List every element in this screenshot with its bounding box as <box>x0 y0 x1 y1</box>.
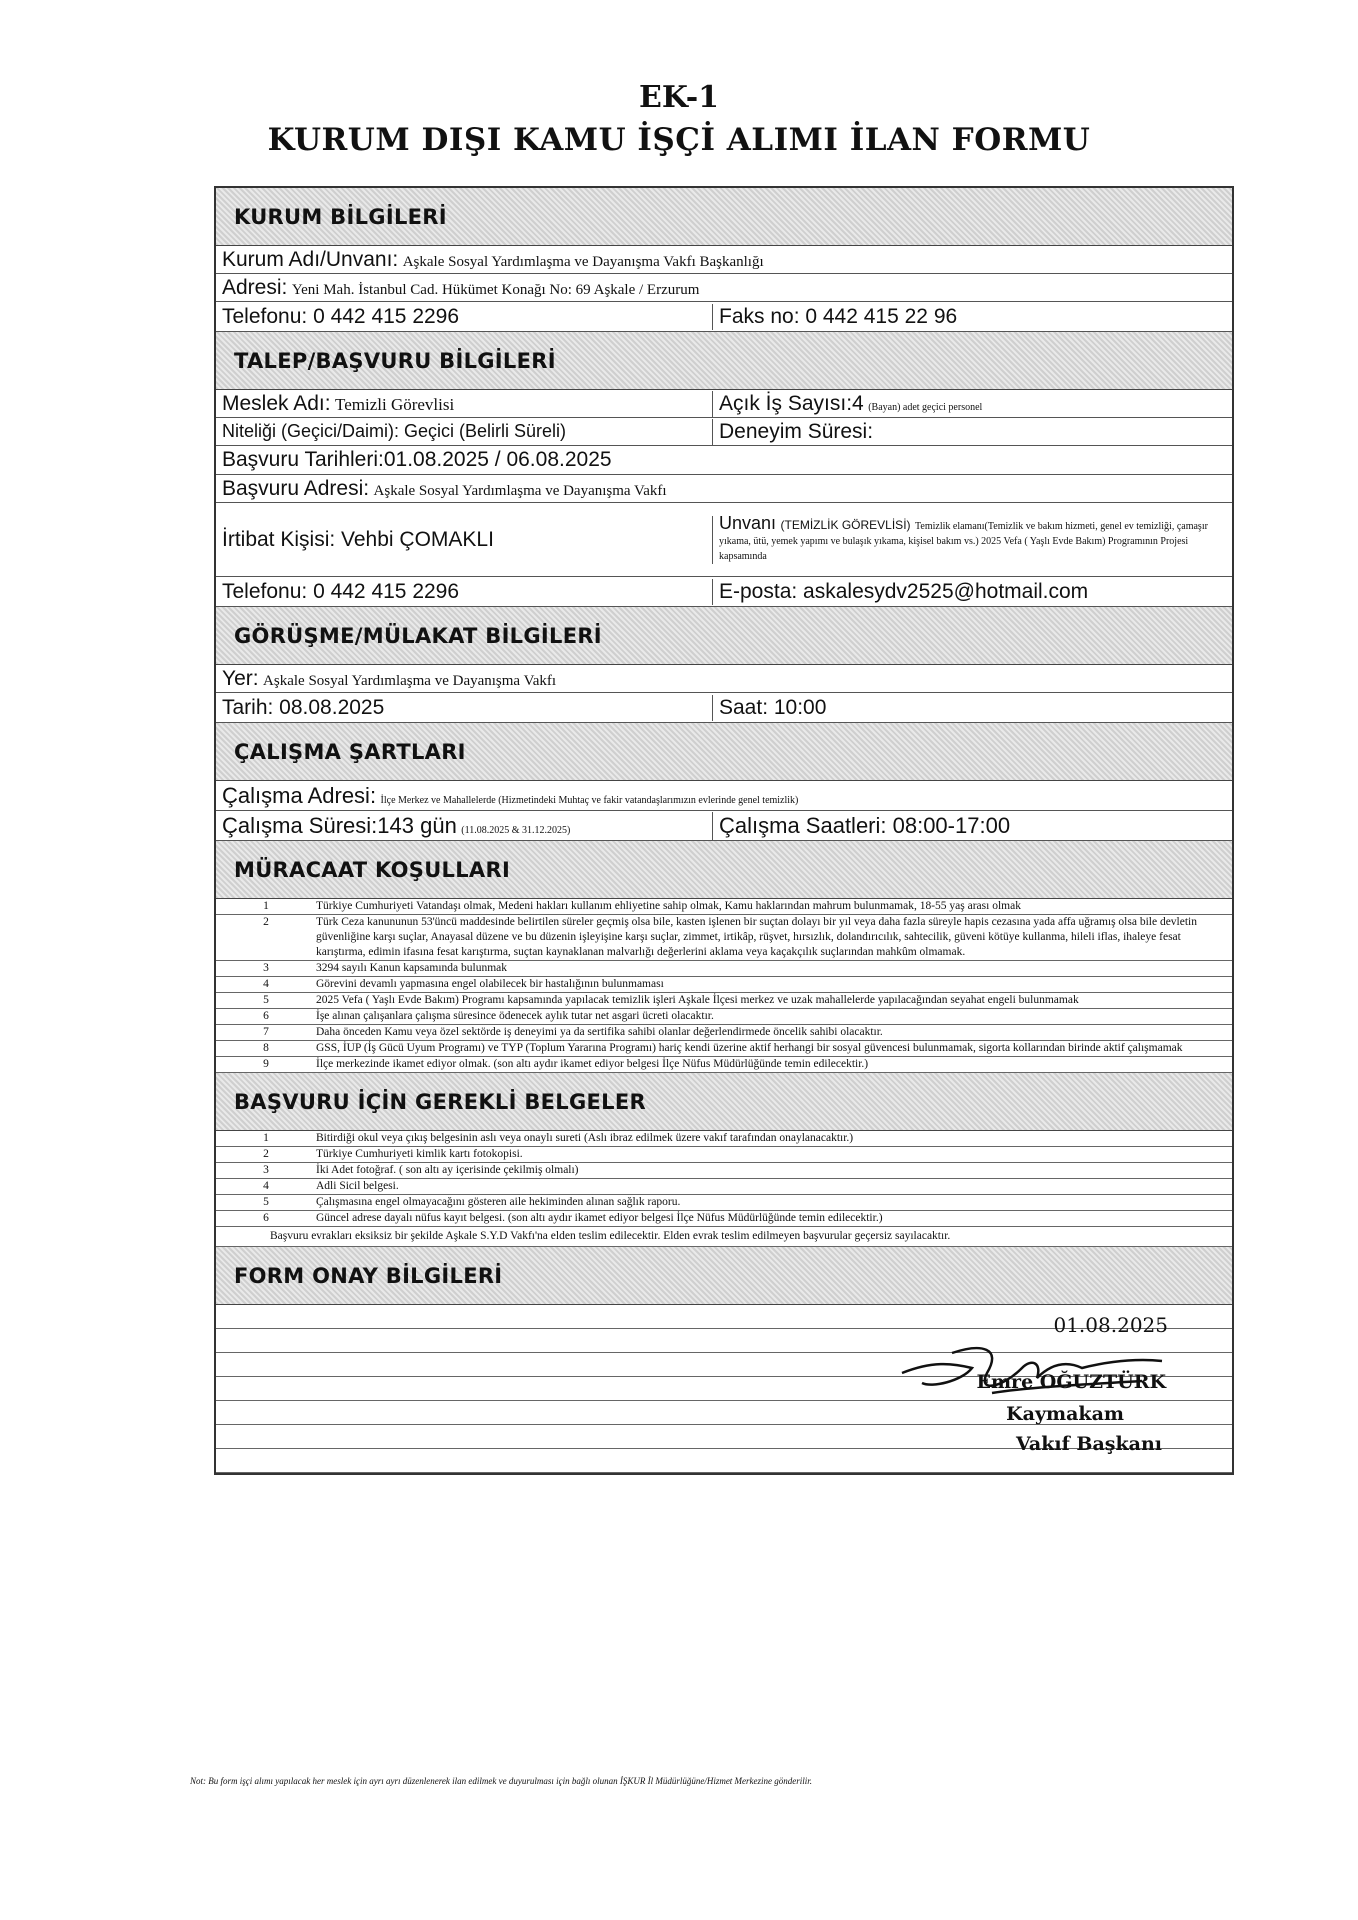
calisma-sure-value: 143 gün <box>377 812 457 838</box>
belgeler-item-text: İki Adet fotoğraf. ( son altı ay içerisinde çekilmiş olmalı) <box>316 1164 579 1176</box>
belgeler-item-number: 1 <box>263 1132 269 1144</box>
acik-is-count: 4 <box>852 391 864 415</box>
muracaat-item <box>216 961 1232 977</box>
belgeler-item-text: Çalışmasına engel olmayacağını gösteren aile hekiminden alınan sağlık raporu. <box>316 1196 681 1208</box>
muracaat-item-number: 5 <box>263 994 269 1006</box>
kurum-adres-row <box>216 274 1232 302</box>
talep-telefon: Telefonu: 0 442 415 2296 <box>222 579 460 603</box>
muracaat-item-number: 2 <box>263 916 269 928</box>
muracaat-item-number: 7 <box>263 1026 269 1038</box>
talep-nitelik-row <box>216 418 1232 446</box>
belgeler-item-number: 6 <box>263 1212 269 1224</box>
belgeler-note: Başvuru evrakları eksiksiz bir şekilde Aşkale S.Y.D Vakfı'na elden teslim edilecektir. Elden evrak teslim edilmeyen başvurular geçersiz sayılacaktır. <box>216 1227 1232 1247</box>
belgeler-item <box>216 1163 1232 1179</box>
muracaat-item-text: Daha önceden Kamu veya özel sektörde iş deneyimi ya da sertifika sahibi olanlar değerlendirmede öncelik sahibi olacaktır. <box>316 1026 883 1038</box>
section-kurum: KURUM BİLGİLERİ <box>216 188 1232 246</box>
unvan-desc: Temizlik elamanı(Temizlik ve bakım hizmeti, genel ev temizliği, çamaşır yıkama, ütü, yemek yapımı ve bulaşık yıkama, kişisel bakım vs.) 2025 Vefa ( Yaşlı Evde Bakım) Programının Projesi kapsamında <box>719 520 1208 562</box>
basvuru-adres-label: Başvuru Adresi: <box>222 476 370 500</box>
gorusme-saat: Saat: 10:00 <box>712 695 1232 721</box>
talep-irtibat-row <box>216 503 1232 577</box>
muracaat-item-number: 8 <box>263 1042 269 1054</box>
talep-iletisim-row <box>216 577 1232 607</box>
calisma-adres-label: Çalışma Adresi: <box>222 782 377 808</box>
belgeler-item <box>216 1211 1232 1227</box>
form-code: EK-1 <box>638 80 720 115</box>
calisma-saatleri: Çalışma Saatleri: 08:00-17:00 <box>712 812 1232 840</box>
onay-name: Emre OĞUZTÜRK <box>976 1371 1166 1393</box>
muracaat-item-text: İlçe merkezinde ikamet ediyor olmak. (son altı aydır ikamet ediyor belgesi İlçe Nüfus Müdürlüğünde temin edilecektir.) <box>316 1058 869 1070</box>
muracaat-item-number: 1 <box>263 900 269 912</box>
kurum-adres-value: Yeni Mah. İstanbul Cad. Hükümet Konağı No: 69 Aşkale / Erzurum <box>291 281 700 298</box>
onay-area <box>216 1305 1232 1473</box>
basvuru-tarihleri: Başvuru Tarihleri:01.08.2025 / 06.08.2025 <box>222 448 612 471</box>
belgeler-item-text: Adli Sicil belgesi. <box>316 1180 399 1192</box>
muracaat-item-number: 9 <box>263 1058 269 1070</box>
belgeler-item-number: 3 <box>263 1164 269 1176</box>
muracaat-item-text: 2025 Vefa ( Yaşlı Evde Bakım) Programı kapsamında yapılacak temizlik işleri Aşkale İlçesi merkez ve uzak mahallelerde yapılacağından seyahat engeli bulunmamak <box>316 994 1079 1006</box>
muracaat-item-text: GSS, İUP (İş Gücü Uyum Programı) ve TYP (Toplum Yararına Programı) hariç kendi üzerine aktif herhangi bir sosyal güvencesi bulunmamak, sigorta kollarından birinde aktif çalışmamak <box>316 1042 1183 1054</box>
acik-is-note: (Bayan) adet geçici personel <box>868 401 983 413</box>
muracaat-item <box>216 915 1232 961</box>
talep-eposta: E-posta: askalesydv2525@hotmail.com <box>712 579 1232 605</box>
muracaat-item-number: 6 <box>263 1010 269 1022</box>
section-onay: FORM ONAY BİLGİLERİ <box>216 1247 1232 1305</box>
section-gorusme: GÖRÜŞME/MÜLAKAT BİLGİLERİ <box>216 607 1232 665</box>
gorusme-yer-row <box>216 665 1232 693</box>
application-form <box>214 186 1234 1475</box>
belgeler-item <box>216 1131 1232 1147</box>
kurum-iletisim-row <box>216 302 1232 332</box>
section-muracaat: MÜRACAAT KOŞULLARI <box>216 841 1232 899</box>
deneyim: Deneyim Süresi: <box>712 419 1232 445</box>
unvan-value: (TEMİZLİK GÖREVLİSİ) <box>780 517 911 532</box>
section-calisma: ÇALIŞMA ŞARTLARI <box>216 723 1232 781</box>
muracaat-item-text: Türk Ceza kanununun 53'üncü maddesinde belirtilen süreler geçmiş olsa bile, kasten işlenen bir suçtan dolayı bir yıl veya daha fazla süreyle hapis cezasına yada affa uğramış olsa bile devletin güvenliğine karşı suçlar, Anayasal düzene ve bu düzenin işleyişine karşı suçlar, zimmet, irtikâp, rüşvet, hırsızlık, dolandırıcılık, sahtecilik, güveni kötüye kullanma, hileli iflas, ihaleye fesat karıştırma, edimin ifasına fesat karıştırma, suçtan kaynaklanan malvarlığı değerlerini aklama veya kaçakçılık suçlarından mahkûm olmamak. <box>316 916 1197 958</box>
meslek-label: Meslek Adı: <box>222 391 331 415</box>
muracaat-item <box>216 977 1232 993</box>
kurum-telefon: Telefonu: 0 442 415 2296 <box>222 304 460 328</box>
form-title: KURUM DIŞI KAMU İŞÇİ ALIMI İLAN FORMU <box>267 122 1091 158</box>
kurum-adi-value: Aşkale Sosyal Yardımlaşma ve Dayanışma Vakfı Başkanlığı <box>402 253 764 270</box>
kurum-adi-label: Kurum Adı/Unvanı: <box>222 247 399 271</box>
nitelik: Niteliği (Geçici/Daimi): Geçici (Belirli Süreli) <box>222 421 567 441</box>
onay-title-kaymakam: Kaymakam <box>1006 1403 1124 1425</box>
calisma-sure-label: Çalışma Süresi: <box>222 812 378 838</box>
meslek-value: Temizli Görevlisi <box>335 394 455 414</box>
belgeler-item-number: 4 <box>263 1180 269 1192</box>
talep-adres-row <box>216 475 1232 503</box>
belgeler-item <box>216 1195 1232 1211</box>
talep-tarih-row <box>216 446 1232 475</box>
belgeler-item <box>216 1147 1232 1163</box>
muracaat-item-number: 3 <box>263 962 269 974</box>
calisma-adres-value: İlçe Merkez ve Mahallelerde (Hizmetindeki Muhtaç ve fakir vatandaşlarımızın evlerinde genel temizlik) <box>380 794 799 806</box>
onay-title-baskan: Vakıf Başkanı <box>1015 1433 1162 1455</box>
irtibat-kisisi: İrtibat Kişisi: Vehbi ÇOMAKLI <box>222 527 494 551</box>
muracaat-item-text: İşe alınan çalışanlara çalışma süresince ödenecek aylık tutar net asgari ücreti olacaktır. <box>316 1010 714 1022</box>
belgeler-item-text: Türkiye Cumhuriyeti kimlik kartı fotokopisi. <box>316 1148 523 1160</box>
belgeler-list <box>216 1131 1232 1227</box>
section-talep: TALEP/BAŞVURU BİLGİLERİ <box>216 332 1232 390</box>
muracaat-item-text: Görevini devamlı yapmasına engel olabilecek bir hastalığının bulunmaması <box>316 978 664 990</box>
belgeler-item-text: Güncel adrese dayalı nüfus kayıt belgesi. (son altı aydır ikamet ediyor belgesi İlçe Nüfus Müdürlüğünde temin edilecektir.) <box>316 1212 883 1224</box>
unvan-label: Unvanı <box>719 515 777 533</box>
gorusme-tarih-row <box>216 693 1232 723</box>
belgeler-item-number: 5 <box>263 1196 269 1208</box>
muracaat-item <box>216 993 1232 1009</box>
calisma-sure-note: (11.08.2025 & 31.12.2025) <box>461 824 571 836</box>
calisma-adres-row <box>216 781 1232 811</box>
muracaat-item-text: 3294 sayılı Kanun kapsamında bulunmak <box>316 962 507 974</box>
muracaat-item-text: Türkiye Cumhuriyeti Vatandaşı olmak, Medeni hakları kullanım ehliyetine sahip olmak, Kamu haklarından mahrum bulunmamak, 18-55 yaş arası olmak <box>316 900 1021 912</box>
belgeler-item-number: 2 <box>263 1148 269 1160</box>
calisma-sure-row <box>216 811 1232 841</box>
muracaat-item <box>216 1009 1232 1025</box>
footnote: Not: Bu form işçi alımı yapılacak her meslek için ayrı ayrı düzenlenerek ilan edilmek ve duyurulması için bağlı olunan İŞKUR İl Müdürlüğüne/Hizmet Merkezine gönderilir. <box>190 1776 813 1786</box>
section-belgeler: BAŞVURU İÇİN GEREKLİ BELGELER <box>216 1073 1232 1131</box>
acik-is-label: Açık İş Sayısı: <box>719 391 853 415</box>
onay-date: 01.08.2025 <box>1053 1313 1168 1337</box>
muracaat-item <box>216 1057 1232 1073</box>
belgeler-item-text: Bitirdiği okul veya çıkış belgesinin aslı veya onaylı sureti (Aslı ibraz edilmek üzere vakıf tarafından onaylanacaktır.) <box>316 1132 854 1144</box>
yer-label: Yer: <box>222 666 259 690</box>
belgeler-item <box>216 1179 1232 1195</box>
kurum-faks: Faks no: 0 442 415 22 96 <box>712 304 1232 330</box>
talep-meslek-row <box>216 390 1232 418</box>
muracaat-item-number: 4 <box>263 978 269 990</box>
kurum-adi-row <box>216 246 1232 274</box>
gorusme-tarih: Tarih: 08.08.2025 <box>222 695 385 719</box>
muracaat-item <box>216 1041 1232 1057</box>
kurum-adres-label: Adresi: <box>222 275 288 299</box>
basvuru-adres-value: Aşkale Sosyal Yardımlaşma ve Dayanışma Vakfı <box>373 482 667 499</box>
muracaat-item <box>216 899 1232 915</box>
muracaat-list <box>216 899 1232 1073</box>
muracaat-item <box>216 1025 1232 1041</box>
yer-value: Aşkale Sosyal Yardımlaşma ve Dayanışma Vakfı <box>263 672 557 689</box>
